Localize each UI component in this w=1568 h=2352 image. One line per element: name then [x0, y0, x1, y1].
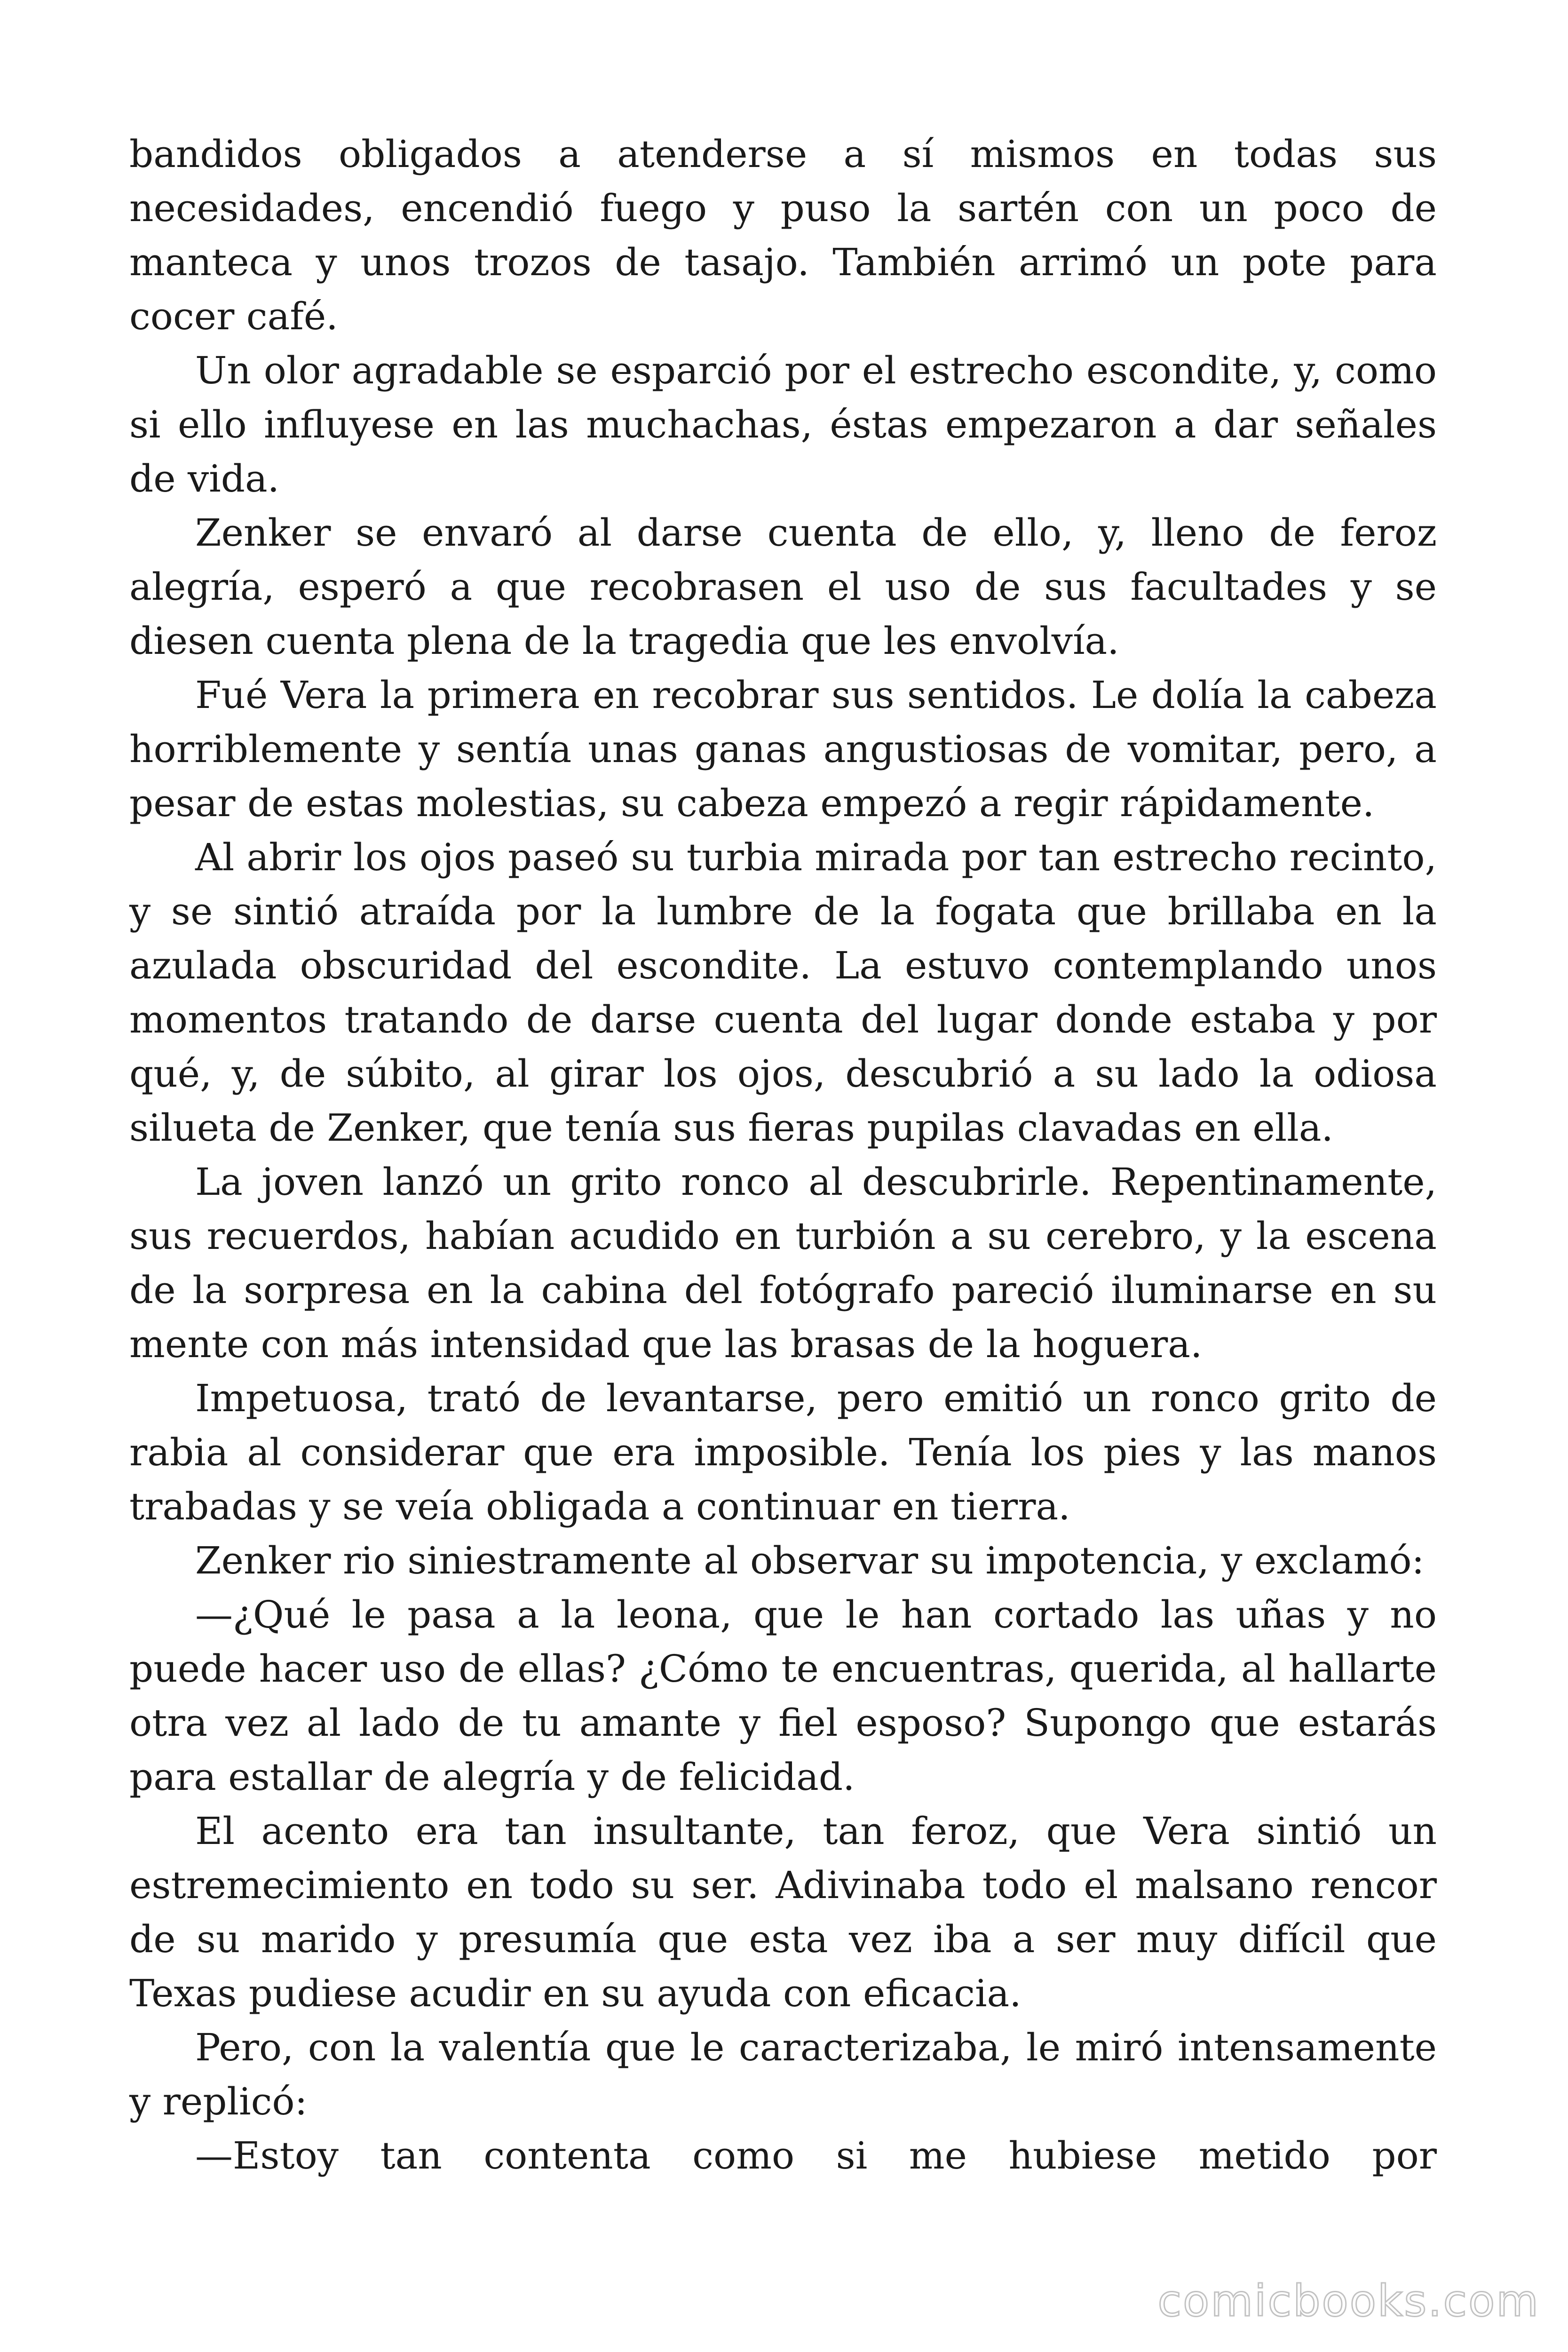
paragraph-11: Pero, con la valentía que le caracterizaba, le miró intensamente y replicó:: [129, 2026, 1437, 2123]
page-body-text: [129, 127, 1437, 2183]
paragraph-4: Fué Vera la primera en recobrar sus sentidos. Le dolía la cabeza horriblemente y sentía unas ganas angustiosas de vomitar, pero, a pesar de estas molestias, su cabeza empezó a regir rápidamente.: [129, 673, 1437, 825]
paragraph-2: Un olor agradable se esparció por el estrecho escondite, y, como si ello influyese en las muchachas, éstas empezaron a dar señales de vida.: [129, 349, 1437, 501]
paragraph-3: Zenker se envaró al darse cuenta de ello, y, lleno de feroz alegría, esperó a que recobrasen el uso de sus facultades y se diesen cuenta plena de la tragedia que les envolvía.: [129, 511, 1437, 663]
paragraph-9: —¿Qué le pasa a la leona, que le han cortado las uñas y no puede hacer uso de ellas? ¿Cómo te encuentras, querida, al hallarte otra vez al lado de tu amante y fiel esposo? Supongo que estarás para estallar de alegría y de felicidad.: [129, 1593, 1437, 1799]
paragraph-1: bandidos obligados a atenderse a sí mismos en todas sus necesidades, encendió fuego y puso la sartén con un poco de manteca y unos trozos de tasajo. También arrimó un pote para cocer café.: [129, 132, 1437, 338]
paragraph-5: Al abrir los ojos paseó su turbia mirada por tan estrecho recinto, y se sintió atraída por la lumbre de la fogata que brillaba en la azulada obscuridad del escondite. La estuvo contemplando unos momentos tratando de darse cuenta del lugar donde estaba y por qué, y, de súbito, al girar los ojos, descubrió a su lado la odiosa silueta de Zenker, que tenía sus fieras pupilas clavadas en ella.: [129, 835, 1437, 1150]
paragraph-6: La joven lanzó un grito ronco al descubrirle. Repentinamente, sus recuerdos, habían acudido en turbión a su cerebro, y la escena de la sorpresa en la cabina del fotógrafo pareció iluminarse en su mente con más intensidad que las brasas de la hoguera.: [129, 1160, 1437, 1366]
paragraph-12: —Estoy tan contenta como si me hubiese metido por: [195, 2134, 1437, 2177]
paragraph-10: El acento era tan insultante, tan feroz, que Vera sintió un estremecimiento en todo su ser. Adivinaba todo el malsano rencor de su marido y presumía que esta vez iba a ser muy difícil que Texas pudiese acudir en su ayuda con eficacia.: [129, 1809, 1437, 2015]
watermark: comicbooks.com: [1157, 2276, 1540, 2326]
paragraph-8: Zenker rio siniestramente al observar su impotencia, y exclamó:: [195, 1539, 1425, 1582]
paragraph-7: Impetuosa, trató de levantarse, pero emitió un ronco grito de rabia al considerar que era imposible. Tenía los pies y las manos trabadas y se veía obligada a continuar en tierra.: [129, 1376, 1437, 1528]
